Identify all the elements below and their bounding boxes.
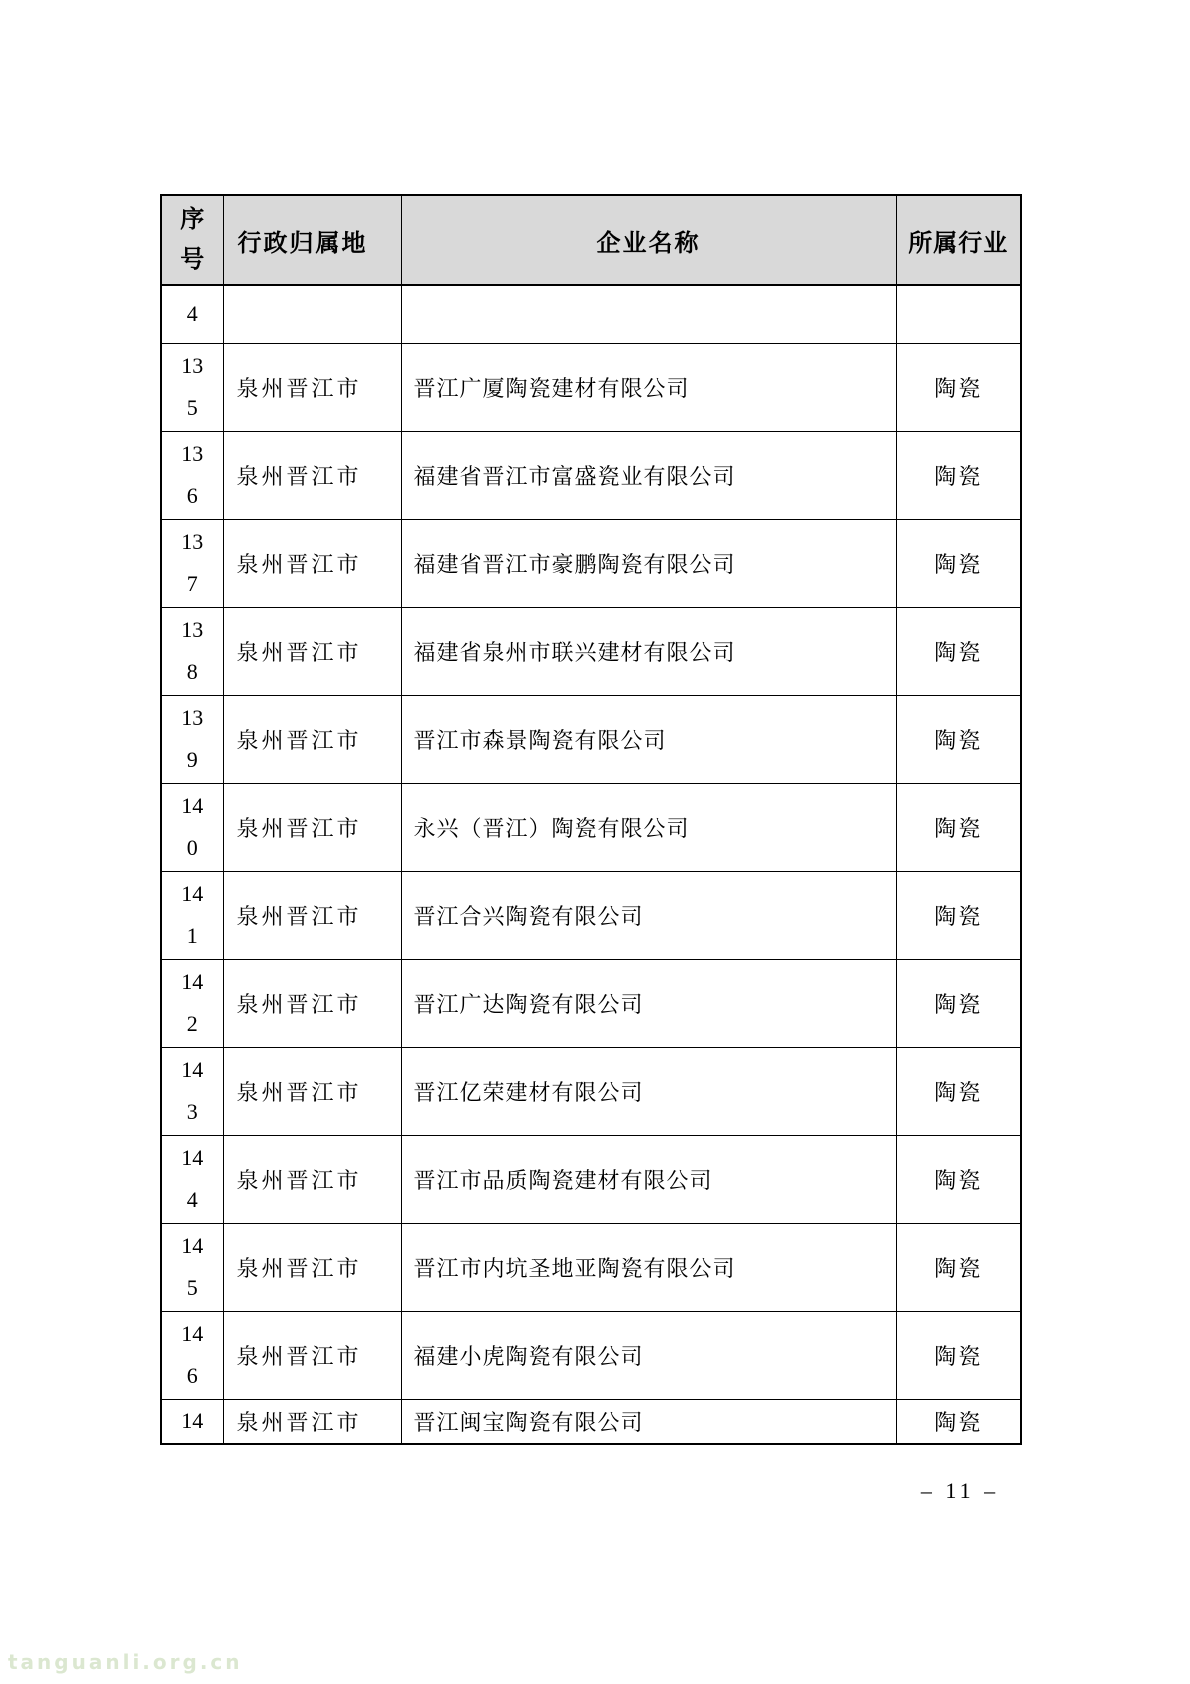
serial-line: 4 <box>186 1187 198 1212</box>
industry-cell: 陶瓷 <box>896 871 1021 959</box>
industry-cell: 陶瓷 <box>896 695 1021 783</box>
table-row <box>161 1399 1021 1444</box>
company-cell: 福建小虎陶瓷有限公司 <box>401 1311 896 1399</box>
company-cell: 晋江广达陶瓷有限公司 <box>401 959 896 1047</box>
region-cell: 泉州晋江市 <box>223 519 401 607</box>
company-cell <box>401 285 896 343</box>
region-cell: 泉州晋江市 <box>223 695 401 783</box>
table-header-row <box>161 195 1021 285</box>
serial-line: 4 <box>186 301 198 327</box>
industry-cell: 陶瓷 <box>896 1399 1021 1444</box>
serial-line: 14 <box>181 793 204 818</box>
region-cell: 泉州晋江市 <box>223 1399 401 1444</box>
serial-line: 13 <box>181 353 204 378</box>
header-company: 企业名称 <box>401 195 896 285</box>
industry-cell: 陶瓷 <box>896 607 1021 695</box>
industry-cell: 陶瓷 <box>896 1223 1021 1311</box>
industry-cell: 陶瓷 <box>896 519 1021 607</box>
company-cell: 晋江市森景陶瓷有限公司 <box>401 695 896 783</box>
table-row <box>161 695 1021 783</box>
serial-line: 13 <box>181 617 204 642</box>
company-table <box>160 194 1022 1445</box>
industry-cell: 陶瓷 <box>896 783 1021 871</box>
serial-cell <box>161 783 223 871</box>
table-row <box>161 1047 1021 1135</box>
table-row <box>161 285 1021 343</box>
serial-line: 5 <box>186 395 198 420</box>
serial-cell <box>161 871 223 959</box>
serial-line: 5 <box>186 1275 198 1300</box>
region-cell: 泉州晋江市 <box>223 1223 401 1311</box>
table-row <box>161 871 1021 959</box>
industry-cell: 陶瓷 <box>896 343 1021 431</box>
serial-cell <box>161 695 223 783</box>
header-serial-label: 序号 <box>180 206 205 273</box>
watermark: tanguanli.org.cn <box>8 1650 243 1674</box>
serial-line: 13 <box>181 441 204 466</box>
table-row <box>161 431 1021 519</box>
region-cell: 泉州晋江市 <box>223 1311 401 1399</box>
table-row <box>161 1223 1021 1311</box>
industry-cell: 陶瓷 <box>896 1135 1021 1223</box>
serial-cell <box>161 519 223 607</box>
company-cell: 晋江广厦陶瓷建材有限公司 <box>401 343 896 431</box>
serial-cell <box>161 1047 223 1135</box>
company-cell: 福建省晋江市豪鹏陶瓷有限公司 <box>401 519 896 607</box>
serial-line: 14 <box>181 1233 204 1258</box>
serial-cell <box>161 959 223 1047</box>
serial-line: 14 <box>181 969 204 994</box>
serial-cell <box>161 285 223 343</box>
serial-line: 14 <box>181 1408 204 1434</box>
region-cell: 泉州晋江市 <box>223 959 401 1047</box>
region-cell: 泉州晋江市 <box>223 343 401 431</box>
company-cell: 福建省晋江市富盛瓷业有限公司 <box>401 431 896 519</box>
serial-cell <box>161 1399 223 1444</box>
serial-line: 1 <box>186 923 198 948</box>
serial-line: 13 <box>181 705 204 730</box>
serial-cell <box>161 1135 223 1223</box>
serial-cell <box>161 1311 223 1399</box>
serial-line: 14 <box>181 1145 204 1170</box>
table-row <box>161 1135 1021 1223</box>
header-serial <box>161 195 223 285</box>
region-cell: 泉州晋江市 <box>223 871 401 959</box>
table-row <box>161 959 1021 1047</box>
serial-cell <box>161 343 223 431</box>
serial-line: 6 <box>186 483 198 508</box>
region-cell <box>223 285 401 343</box>
serial-line: 3 <box>186 1099 198 1124</box>
page-number: – 11 – <box>920 1478 1000 1503</box>
table-row <box>161 343 1021 431</box>
serial-line: 14 <box>181 881 204 906</box>
region-cell: 泉州晋江市 <box>223 783 401 871</box>
serial-line: 13 <box>181 529 204 554</box>
industry-cell: 陶瓷 <box>896 1311 1021 1399</box>
serial-line: 6 <box>186 1363 198 1388</box>
company-cell: 晋江市内坑圣地亚陶瓷有限公司 <box>401 1223 896 1311</box>
company-cell: 晋江市品质陶瓷建材有限公司 <box>401 1135 896 1223</box>
table-row <box>161 783 1021 871</box>
industry-cell: 陶瓷 <box>896 1047 1021 1135</box>
industry-cell: 陶瓷 <box>896 431 1021 519</box>
table-row <box>161 607 1021 695</box>
serial-line: 7 <box>186 571 198 596</box>
region-cell: 泉州晋江市 <box>223 607 401 695</box>
company-cell: 晋江合兴陶瓷有限公司 <box>401 871 896 959</box>
serial-cell <box>161 1223 223 1311</box>
serial-line: 2 <box>186 1011 198 1036</box>
serial-line: 14 <box>181 1057 204 1082</box>
company-cell: 晋江亿荣建材有限公司 <box>401 1047 896 1135</box>
serial-cell <box>161 607 223 695</box>
region-cell: 泉州晋江市 <box>223 431 401 519</box>
serial-line: 14 <box>181 1321 204 1346</box>
header-industry: 所属行业 <box>896 195 1021 285</box>
company-cell: 永兴（晋江）陶瓷有限公司 <box>401 783 896 871</box>
industry-cell <box>896 285 1021 343</box>
table-row <box>161 519 1021 607</box>
serial-line: 9 <box>186 747 198 772</box>
table-row <box>161 1311 1021 1399</box>
serial-line: 8 <box>186 659 198 684</box>
table-body <box>161 285 1021 1444</box>
company-cell: 晋江闽宝陶瓷有限公司 <box>401 1399 896 1444</box>
serial-line: 0 <box>186 835 198 860</box>
region-cell: 泉州晋江市 <box>223 1135 401 1223</box>
industry-cell: 陶瓷 <box>896 959 1021 1047</box>
header-region: 行政归属地 <box>223 195 401 285</box>
serial-cell <box>161 431 223 519</box>
company-cell: 福建省泉州市联兴建材有限公司 <box>401 607 896 695</box>
region-cell: 泉州晋江市 <box>223 1047 401 1135</box>
